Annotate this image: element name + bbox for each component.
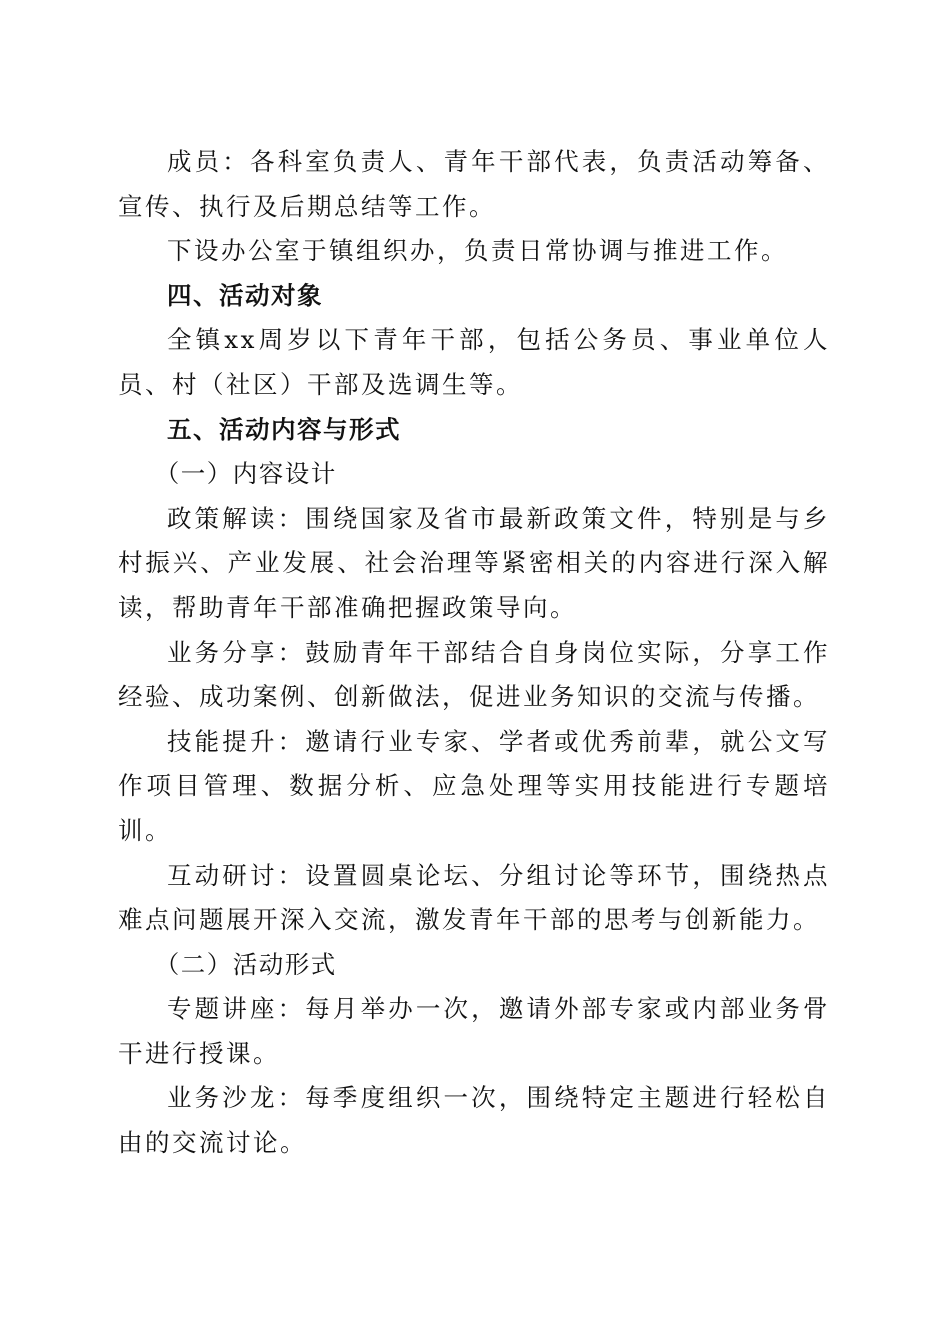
section-heading-target: 四、活动对象 bbox=[167, 280, 323, 310]
paragraph-skill-improvement: 技能提升：邀请行业专家、学者或优秀前辈，就公文写作项目管理、数据分析、应急处理等实用技能进行专题培训。 bbox=[118, 726, 830, 845]
paragraph-interactive-discussion: 互动研讨：设置圆桌论坛、分组讨论等环节，围绕热点难点问题展开深入交流，激发青年干部的思考与创新能力。 bbox=[118, 860, 830, 935]
section-heading-content-form: 五、活动内容与形式 bbox=[167, 414, 401, 444]
paragraph-members: 成员：各科室负责人、青年干部代表，负责活动筹备、宣传、执行及后期总结等工作。 bbox=[118, 147, 830, 221]
subsection-heading-content-design: （一）内容设计 bbox=[154, 459, 337, 489]
paragraph-policy-interpretation: 政策解读：围绕国家及省市最新政策文件，特别是与乡村振兴、产业发展、社会治理等紧密相关的内容进行深入解读，帮助青年干部准确把握政策导向。 bbox=[118, 503, 830, 622]
paragraph-target: 全镇xx周岁以下青年干部，包括公务员、事业单位人员、村（社区）干部及选调生等。 bbox=[118, 325, 830, 399]
paragraph-office: 下设办公室于镇组织办，负责日常协调与推进工作。 bbox=[167, 236, 788, 266]
paragraph-business-sharing: 业务分享：鼓励青年干部结合自身岗位实际，分享工作经验、成功案例、创新做法，促进业务知识的交流与传播。 bbox=[118, 637, 830, 712]
document-body bbox=[118, 140, 830, 1166]
paragraph-salon: 业务沙龙：每季度组织一次，围绕特定主题进行轻松自由的交流讨论。 bbox=[118, 1083, 830, 1158]
paragraph-lecture: 专题讲座：每月举办一次，邀请外部专家或内部业务骨干进行授课。 bbox=[118, 994, 830, 1068]
subsection-heading-activity-form: （二）活动形式 bbox=[154, 949, 337, 979]
